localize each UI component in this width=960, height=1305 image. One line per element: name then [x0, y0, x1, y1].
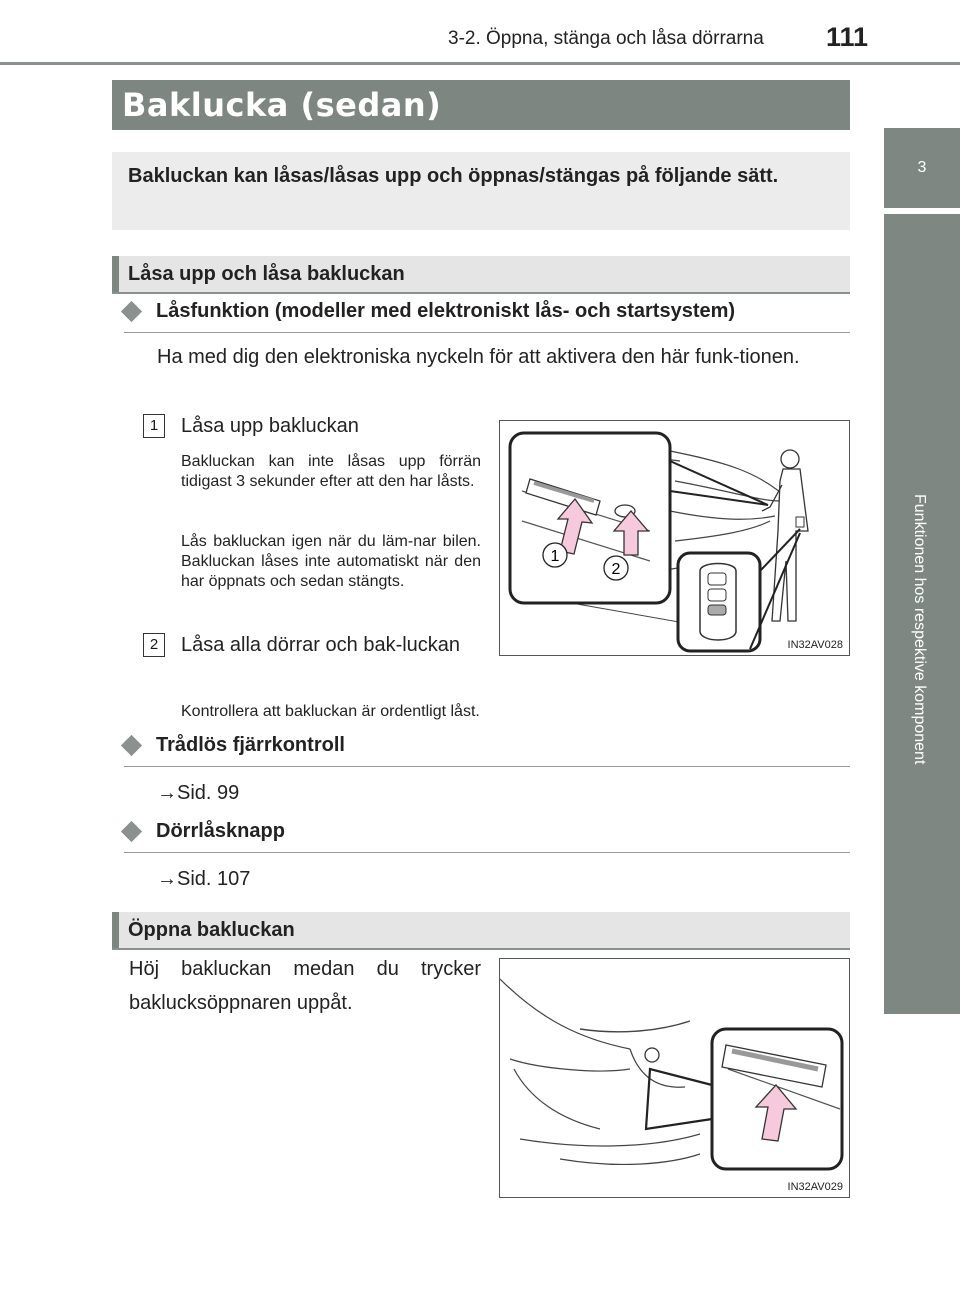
wireless-page-reference[interactable]: →Sid. 99	[157, 782, 240, 804]
intro-text: Bakluckan kan låsas/låsas upp och öppnas/stängas på följande sätt.	[128, 165, 779, 187]
intro-box	[112, 152, 850, 230]
step-1-label: Låsa upp bakluckan	[181, 415, 359, 437]
lock-function-text: Ha med dig den elektroniska nyckeln för att aktivera den här funk-tionen.	[157, 346, 800, 368]
diamond-bullet-icon	[121, 821, 142, 842]
running-header-section: 3-2. Öppna, stänga och låsa dörrarna	[448, 28, 764, 49]
door-lock-page-reference[interactable]: →Sid. 107	[157, 868, 251, 890]
figure-callout-1: 1	[550, 548, 560, 565]
section-heading-open-trunk	[112, 912, 850, 950]
section-heading-lock-unlock	[112, 256, 850, 294]
subheading-wireless-remote	[124, 732, 850, 767]
subheading-lock-function	[124, 298, 850, 333]
step-2-note: Kontrollera att bakluckan är ordentligt låst.	[181, 703, 480, 720]
step-number-1: 1	[143, 414, 165, 438]
section-heading-bar	[112, 256, 119, 292]
figure-trunk-opener-illustration	[499, 958, 850, 1198]
diamond-bullet-icon	[121, 735, 142, 756]
figure-code: IN32AV028	[787, 639, 843, 651]
open-trunk-text: Höj bakluckan medan du trycker baklucksöppnaren uppåt.	[129, 958, 481, 1014]
page-title-banner	[112, 80, 850, 130]
subheading-text: Låsfunktion (modeller med elektroniskt lås- och startsystem)	[156, 300, 736, 322]
diamond-bullet-icon	[121, 301, 142, 322]
step-1-note-1: Bakluckan kan inte låsas upp förrän tidigast 3 sekunder efter att den har låsts.	[181, 453, 481, 490]
step-2-label: Låsa alla dörrar och bak-luckan	[181, 634, 461, 656]
figure-trunk-lock-illustration	[499, 420, 850, 656]
trunk-lock-drawing	[500, 421, 849, 655]
chapter-tab-number: 3	[884, 128, 960, 208]
figure-callout-2: 2	[611, 561, 621, 578]
step-number-2: 2	[143, 633, 165, 657]
section-heading-text: Öppna bakluckan	[128, 919, 295, 941]
chapter-tab	[884, 214, 960, 1014]
subheading-text: Trådlös fjärrkontroll	[156, 734, 345, 756]
figure-code: IN32AV029	[787, 1181, 843, 1193]
section-heading-bar	[112, 912, 119, 948]
page-number: 111	[826, 22, 869, 52]
step-1-note-2: Lås bakluckan igen när du läm-nar bilen. Bakluckan låses inte automatiskt när den har öppnats och sedan stängts.	[181, 533, 481, 590]
subheading-door-lock-button	[124, 818, 850, 853]
chapter-tab-label: Funktionen hos respektive komponent	[911, 494, 928, 765]
section-heading-text: Låsa upp och låsa bakluckan	[128, 263, 405, 285]
subheading-text: Dörrlåsknapp	[156, 820, 285, 842]
header-rule	[0, 62, 960, 65]
page-title: Baklucka (sedan)	[122, 86, 442, 124]
trunk-opener-drawing	[500, 959, 849, 1197]
